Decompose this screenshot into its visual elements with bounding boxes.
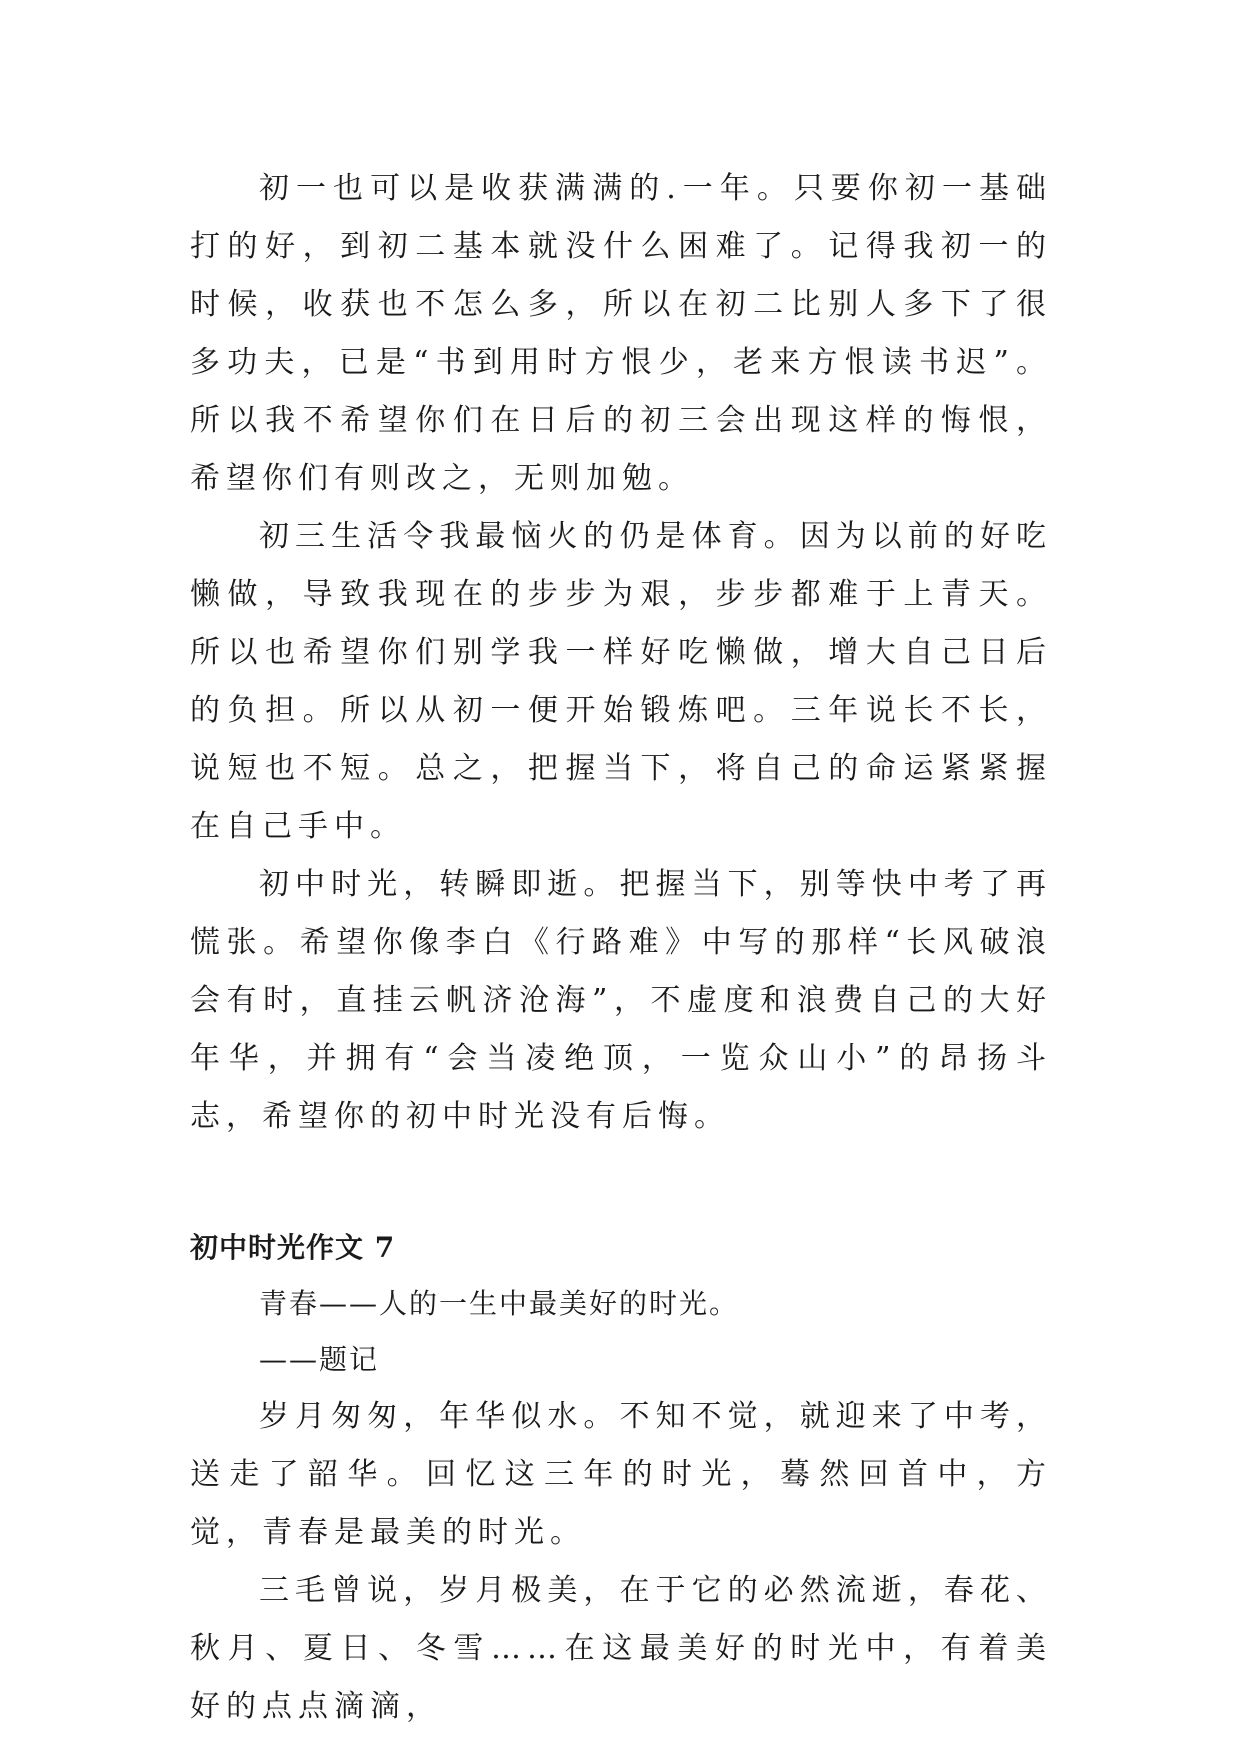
paragraph: 初三生活令我最恼火的仍是体育。因为以前的好吃懒做，导致我现在的步步为艰，步步都难于上青天。所以也希望你们别学我一样好吃懒做，增大自己日后的负担。所以从初一便开始锻炼吧。三年说长不长，说短也不短。总之，把握当下，将自己的命运紧紧握在自己手中。 xyxy=(190,519,1052,844)
paragraph: 初中时光，转瞬即逝。把握当下，别等快中考了再慌张。希望你像李白《行路难》中写的那样“长风破浪会有时，直挂云帆济沧海”，不虚度和浪费自己的大好年华，并拥有“会当凌绝顶，一览众山小”的昂扬斗志，希望你的初中时光没有后悔。 xyxy=(190,867,1052,1134)
epigraph-source: ——题记 xyxy=(259,1343,380,1376)
paragraph: 岁月匆匆，年华似水。不知不觉，就迎来了中考，送走了韶华。回忆这三年的时光，蓦然回首中，方觉，青春是最美的时光。 xyxy=(190,1399,1052,1550)
paragraph: 三毛曾说，岁月极美，在于它的必然流逝，春花、秋月、夏日、冬雪……在这最美好的时光中，有着美好的点点滴滴， xyxy=(190,1573,1052,1724)
document-page xyxy=(190,160,1052,1736)
section-title: 初中时光作文 7 xyxy=(190,1231,396,1264)
epigraph: 青春——人的一生中最美好的时光。 xyxy=(259,1287,740,1320)
paragraph: 初一也可以是收获满满的.一年。只要你初一基础打的好，到初二基本就没什么困难了。记得我初一的时候，收获也不怎么多，所以在初二比别人多下了很多功夫，已是“书到用时方恨少，老来方恨读书迟”。所以我不希望你们在日后的初三会出现这样的悔恨，希望你们有则改之，无则加勉。 xyxy=(190,171,1052,496)
